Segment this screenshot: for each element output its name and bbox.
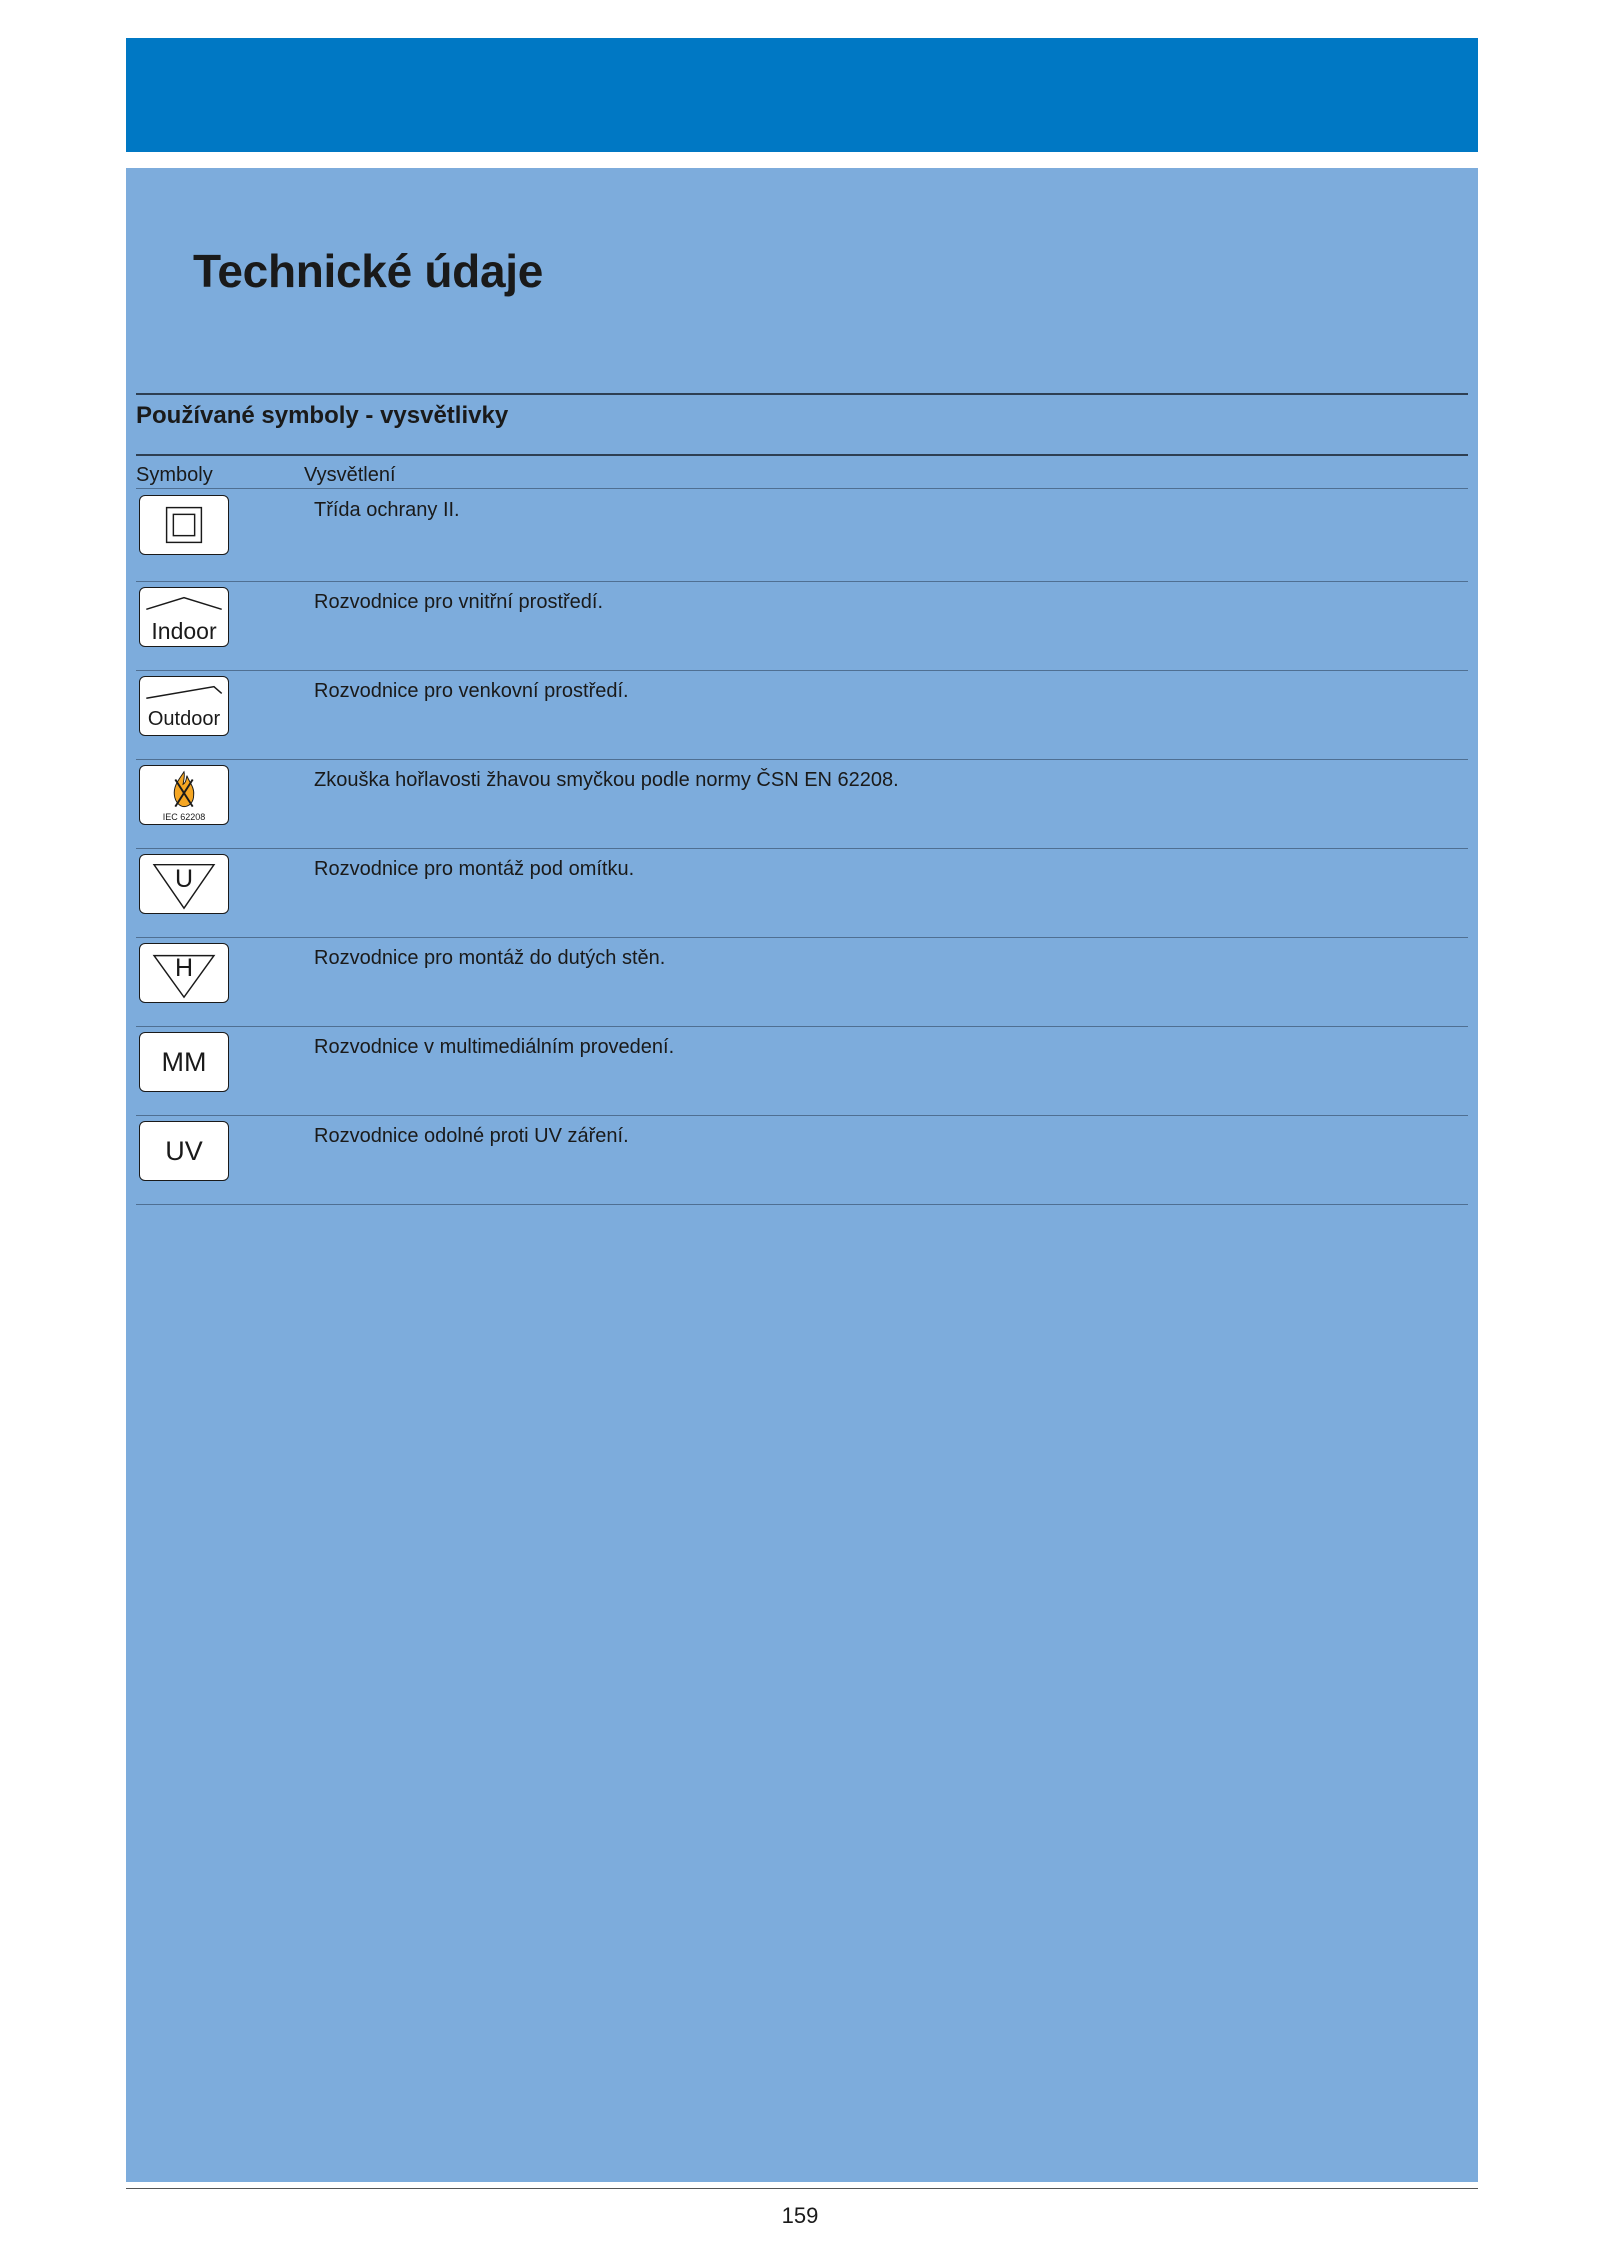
row-description: Rozvodnice odolné proti UV záření. [314,1125,629,1147]
table-row [136,489,1468,582]
uv-label: UV [165,1136,203,1166]
row-description: Rozvodnice v multimediálním provedení. [314,1036,675,1058]
page-number: 159 [781,2203,819,2228]
header-top-rule [136,454,1468,456]
column-header-symbols: Symboly [136,464,213,486]
content-panel [126,168,1478,2182]
u-label: U [174,865,194,893]
multimedia-icon [139,1032,229,1092]
indoor-label: Indoor [151,618,217,644]
outdoor-roof-icon [139,676,229,736]
section-top-rule [136,393,1468,395]
mm-label: MM [161,1047,207,1077]
column-header-explanation: Vysvětlení [304,464,396,486]
row-description: Rozvodnice pro montáž pod omítku. [314,858,635,880]
row-description: Třída ochrany II. [314,499,460,521]
table-row [136,759,1468,849]
section-title: Používané symboly - vysvětlivky [136,402,509,429]
table-row [136,1115,1468,1205]
table-row [136,670,1468,760]
page-title: Technické údaje [193,245,544,297]
flush-mount-triangle-icon [139,854,229,914]
iec-62208-label: IEC 62208 [162,812,206,822]
glow-wire-flame-icon [139,765,229,825]
row-description: Rozvodnice pro venkovní prostředí. [314,680,629,702]
table-row [136,848,1468,938]
table-row [136,937,1468,1027]
class-ii-double-square-icon [139,495,229,555]
h-label: H [174,954,194,982]
row-description: Rozvodnice pro montáž do dutých stěn. [314,947,666,969]
top-color-band [126,38,1478,152]
table-row [136,1026,1468,1116]
row-description: Rozvodnice pro vnitřní prostředí. [314,591,604,613]
table-row [136,581,1468,671]
row-description: Zkouška hořlavosti žhavou smyčkou podle normy ČSN EN 62208. [314,769,899,791]
indoor-roof-icon [139,587,229,647]
uv-resistant-icon [139,1121,229,1181]
outdoor-label: Outdoor [147,708,221,730]
footer-rule [126,2188,1478,2189]
hollow-wall-triangle-icon [139,943,229,1003]
